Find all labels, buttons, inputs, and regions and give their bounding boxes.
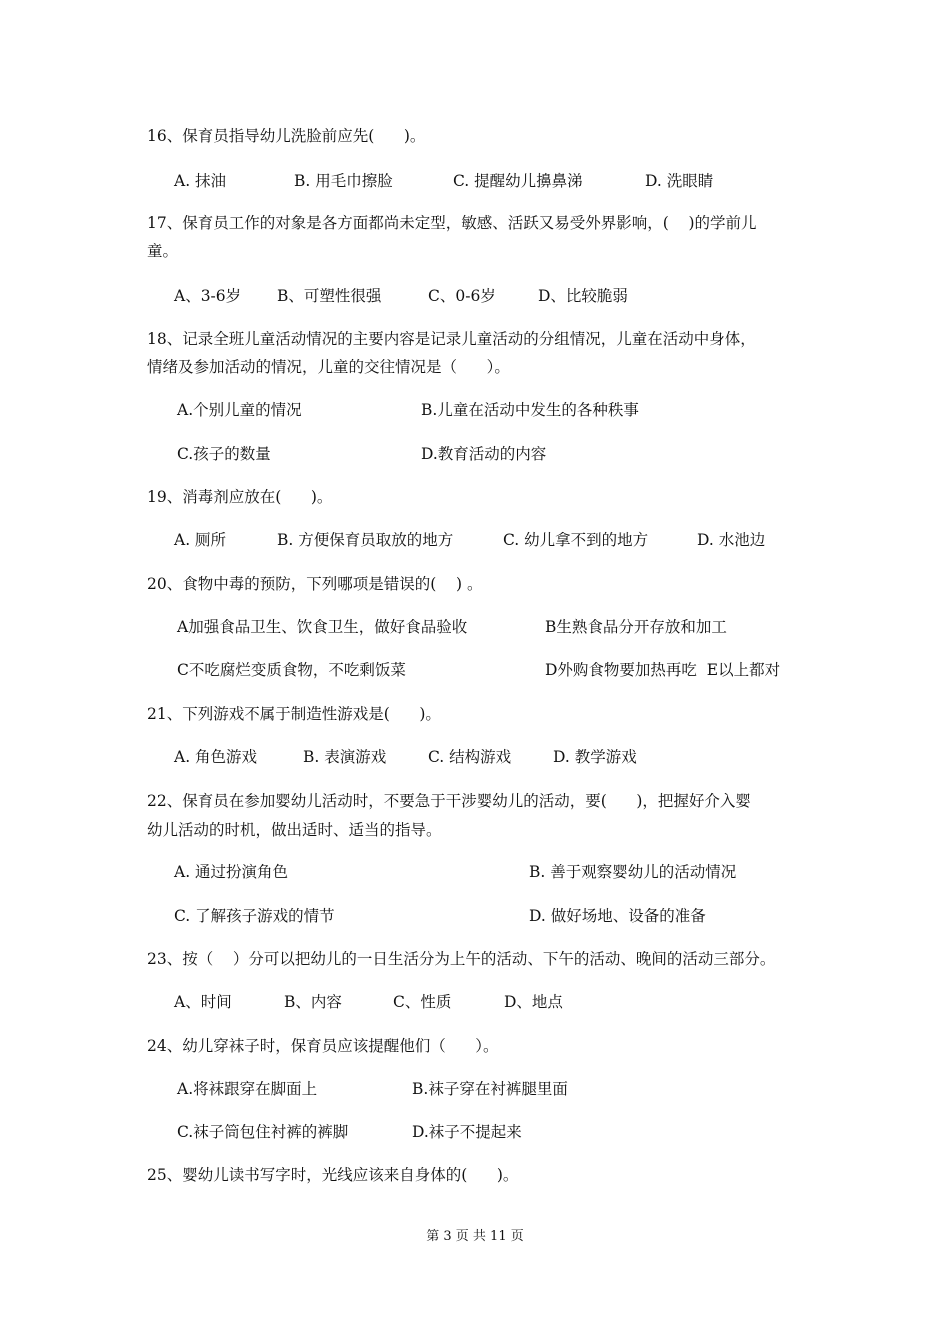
question-stem: 16、保育员指导幼儿洗脸前应先( )。 [147,127,426,145]
answer-option: C、性质 [393,993,452,1011]
answer-option: C、0-6岁 [428,287,496,305]
answer-option: D、比较脆弱 [538,287,628,305]
answer-option: D.袜子不提起来 [412,1123,522,1141]
answer-option: C.袜子筒包住衬裤的裤脚 [177,1123,349,1141]
answer-option: C. 了解孩子游戏的情节 [174,907,335,925]
answer-option: C不吃腐烂变质食物，不吃剩饭菜 [177,661,406,679]
answer-option: B. 善于观察婴幼儿的活动情况 [529,863,737,881]
answer-option: A.个别儿童的情况 [177,401,302,419]
answer-option: B、内容 [284,993,342,1011]
answer-option: B. 用毛巾擦脸 [294,172,393,190]
answer-option: C. 幼儿拿不到的地方 [503,531,649,549]
answer-option: D.教育活动的内容 [421,445,547,463]
question-stem: 23、按（ ）分可以把幼儿的一日生活分为上午的活动、下午的活动、晚间的活动三部分。 [147,950,776,968]
answer-option: D. 水池边 [697,531,766,549]
answer-option: B、可塑性很强 [277,287,382,305]
page-footer: 第 3 页 共 11 页 [426,1229,524,1244]
question-stem-continued: 幼儿活动的时机，做出适时、适当的指导。 [147,821,442,839]
question-stem: 18、记录全班儿童活动情况的主要内容是记录儿童活动的分组情况，儿童在活动中身体， [147,330,756,348]
answer-option: C.孩子的数量 [177,445,271,463]
question-stem: 19、消毒剂应放在( )。 [147,488,333,506]
question-stem: 22、保育员在参加婴幼儿活动时，不要急于干涉婴幼儿的活动，要( )，把握好介入婴 [147,792,751,810]
question-stem: 25、婴幼儿读书写字时，光线应该来自身体的( )。 [147,1166,519,1184]
question-stem-continued: 情绪及参加活动的情况，儿童的交往情况是（ ）。 [147,358,510,376]
answer-option: A. 角色游戏 [174,748,258,766]
answer-option: D. 洗眼睛 [645,172,714,190]
answer-option: D. 教学游戏 [553,748,637,766]
question-stem-continued: 童。 [147,242,179,260]
answer-option: A、3-6岁 [174,287,242,305]
answer-option: A. 厕所 [174,531,227,549]
question-stem: 20、食物中毒的预防，下列哪项是错误的( ) 。 [147,575,483,593]
question-stem: 24、幼儿穿袜子时，保育员应该提醒他们（ ）。 [147,1037,499,1055]
answer-option: A.将袜跟穿在脚面上 [177,1080,318,1098]
answer-option: D、地点 [504,993,563,1011]
answer-option: A加强食品卫生、饮食卫生，做好食品验收 [177,618,468,636]
answer-option: B生熟食品分开存放和加工 [545,618,727,636]
answer-option: B. 表演游戏 [303,748,387,766]
answer-option: A. 抹油 [174,172,227,190]
answer-option: C. 结构游戏 [428,748,512,766]
answer-option: B.袜子穿在衬裤腿里面 [412,1080,568,1098]
answer-option: D外购食物要加热再吃 E以上都对 [545,661,781,679]
answer-option: A. 通过扮演角色 [174,863,289,881]
answer-option: B. 方便保育员取放的地方 [277,531,454,549]
answer-option: B.儿童在活动中发生的各种秩事 [421,401,639,419]
answer-option: A、时间 [174,993,232,1011]
answer-option: D. 做好场地、设备的准备 [529,907,706,925]
question-stem: 17、保育员工作的对象是各方面都尚未定型，敏感、活跃又易受外界影响，( )的学前儿 [147,214,757,232]
question-stem: 21、下列游戏不属于制造性游戏是( )。 [147,705,441,723]
answer-option: C. 提醒幼儿擤鼻涕 [453,172,583,190]
